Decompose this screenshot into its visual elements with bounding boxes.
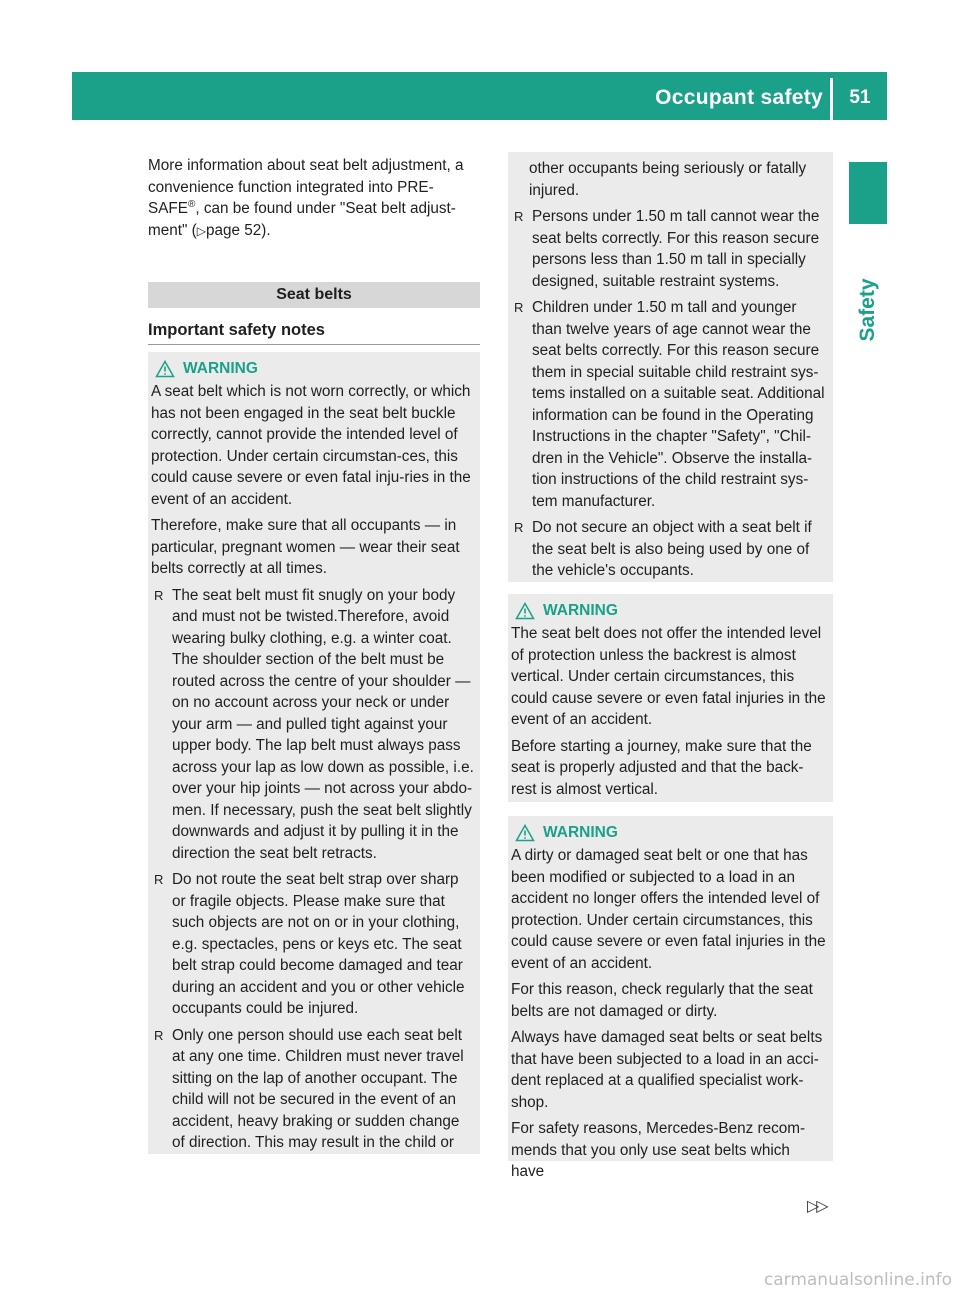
warning-header	[511, 822, 827, 844]
watermark: carmanualsonline.info	[763, 1270, 952, 1290]
warning-triangle-icon	[155, 360, 175, 378]
continued-arrow-icon: ▷▷	[807, 1198, 826, 1215]
warning-box-backrest	[508, 594, 833, 802]
intro-text-middle: , can be found under "Seat belt adjust-ment" (	[148, 200, 456, 239]
warning-box-damaged-belt	[508, 816, 833, 1180]
side-tab-marker	[849, 162, 887, 224]
warning-triangle-icon	[515, 824, 535, 842]
warning-paragraph: Before starting a journey, make sure that the seat is properly adjusted and that the back-rest is almost vertical.	[511, 737, 812, 798]
warning-paragraph: A seat belt which is not worn correctly, or which has not been engaged in the seat belt buckle correctly, cannot provide the intended level of protection. Under certain circumstan-ces, this could cause severe or even fatal inju-ries in the event of an accident.	[151, 383, 471, 508]
page-header	[72, 72, 887, 120]
warning-box-seat-belt-wear-continued	[508, 152, 833, 582]
warning-box-seat-belt-wear	[148, 352, 480, 1154]
warning-paragraph: Always have damaged seat belts or seat belts that have been subjected to a load in an acci-dent replaced at a qualified specialist work-shop.	[511, 1029, 823, 1111]
side-tab-label: Safety	[856, 278, 879, 342]
warning-bullet: R Persons under 1.50 m tall cannot wear the seat belts correctly. For this reason secure persons less than 1.50 m tall in specially designed, suitable restraint systems.	[511, 206, 827, 292]
warning-label: WARNING	[543, 602, 618, 620]
warning-paragraph: A dirty or damaged seat belt or one that has been modified or subjected to a load in an accident no longer offers the intended level of protection. Under certain circumstances, this could cause severe or even fatal injuries in the event of an accident.	[511, 847, 826, 972]
warning-label: WARNING	[183, 360, 258, 378]
warning-bullet: R Only one person should use each seat belt at any one time. Children must never travel sitting on the lap of another occupant. The child will not be secured in the event of an accident, heavy braking or sudden change of direction. This may result in the child or	[151, 1025, 474, 1154]
warning-bullet: R Children under 1.50 m tall and younger than twelve years of age cannot wear the seat belts correctly. For this reason secure them in special suitable child restraint sys-tems installed on a suitable seat. Additional information can be found in the Operating Instructions in the chapter "Safety", "Chil-dren in the Vehicle". Observe the installa-tion instructions of the child restraint sys-tem manufacturer.	[511, 297, 827, 512]
warning-paragraph: other occupants being seriously or fatally injured.	[529, 160, 807, 199]
subsection-title: Important safety notes	[148, 321, 325, 339]
page-ref-link[interactable]: page 52).	[206, 221, 271, 239]
warning-paragraph: Therefore, make sure that all occupants — in particular, pregnant women — wear their seat belts correctly at all times.	[151, 517, 460, 577]
warning-triangle-icon	[515, 602, 535, 620]
warning-label: WARNING	[543, 824, 618, 842]
registered-mark: ®	[187, 198, 196, 210]
warning-paragraph: The seat belt does not offer the intended level of protection unless the backrest is almost vertical. Under certain circumstances, this could cause severe or even fatal injuries in the event of an accident.	[511, 625, 826, 728]
warning-paragraph: For this reason, check regularly that the seat belts are not damaged or dirty.	[511, 981, 813, 1020]
intro-paragraph	[148, 155, 480, 242]
warning-header	[511, 600, 827, 622]
subsection-divider	[148, 344, 480, 345]
section-title: Seat belts	[148, 282, 480, 308]
header-title: Occupant safety	[655, 86, 823, 109]
warning-header	[151, 358, 474, 380]
warning-bullet: R Do not secure an object with a seat belt if the seat belt is also being used by one of the vehicle's occupants.	[511, 517, 827, 582]
page-number: 51	[849, 87, 871, 108]
warning-paragraph: For safety reasons, Mercedes-Benz recom-mends that you only use seat belts which have	[511, 1120, 806, 1180]
warning-bullet: R The seat belt must fit snugly on your body and must not be twisted.Therefore, avoid wearing bulky clothing, e.g. a winter coat. The shoulder section of the belt must be routed across the centre of your shoulder — on no account across your neck or under your arm — and pulled tight against your upper body. The lap belt must always pass across your lap as low down as possible, i.e. over your hip joints — not across your abdo-men. If necessary, push the seat belt slightly downwards and adjust it by pulling it in the direction the seat belt retracts.	[151, 585, 474, 865]
intro-text-start: More information about seat belt adjustment, a convenience function integrated into PRE-SAFE	[148, 157, 464, 217]
warning-bullet: R Do not route the seat belt strap over sharp or fragile objects. Please make sure that such objects are not on or in your clothing, e.g. spectacles, pens or keys etc. The seat belt strap could become damaged and tear during an accident and you or other vehicle occupants could be injured.	[151, 869, 474, 1020]
page-ref-icon: ▷	[196, 223, 207, 238]
